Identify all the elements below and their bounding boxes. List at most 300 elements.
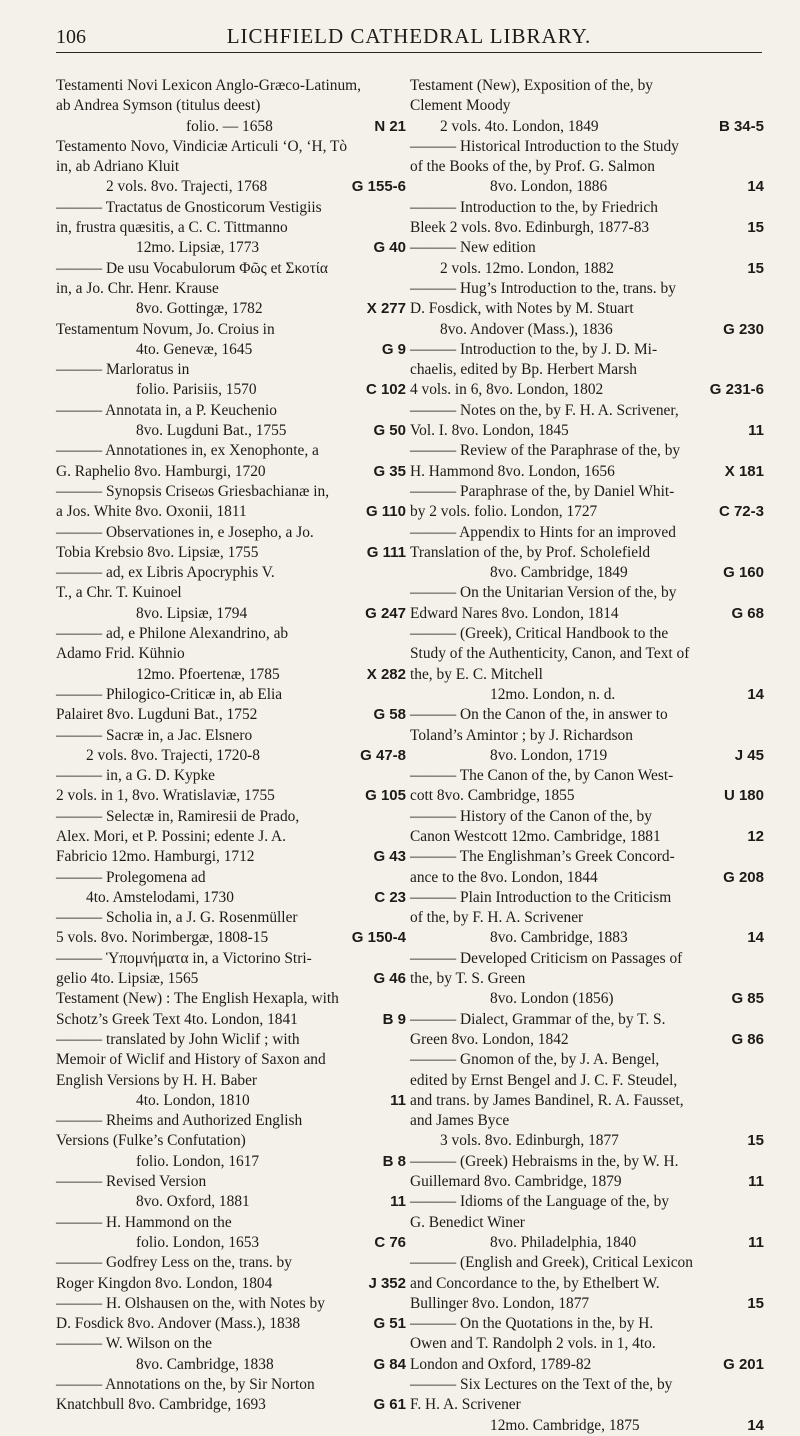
entry-text: ——— Annotations on the, by Sir Norton <box>56 1376 315 1393</box>
entry-text: ——— Tractatus de Gnosticorum Vestigiis <box>56 198 322 216</box>
shelf-mark: G 247 <box>365 604 406 622</box>
catalogue-line <box>410 847 764 867</box>
entry-text: ——— Developed Criticism on Passages of <box>410 949 683 967</box>
entry-text: ——— Gnomon of the, by J. A. Bengel, <box>410 1051 660 1069</box>
catalogue-line <box>410 1152 764 1172</box>
entry-text: ——— The Englishman’s Greek Concord- <box>410 848 675 866</box>
catalogue-line <box>410 1253 764 1273</box>
shelf-mark: G 150-4 <box>351 929 406 947</box>
shelf-mark: G 9 <box>381 340 406 358</box>
entry-text: 8vo. Philadelphia, 1840 <box>490 1233 637 1251</box>
catalogue-line <box>410 543 764 563</box>
catalogue-line <box>56 847 406 867</box>
catalogue-line <box>410 462 764 482</box>
entry-text: ——— (English and Greek), Critical Lexicon <box>410 1254 693 1272</box>
entry-text: ——— Sacræ in, a Jac. Elsnero <box>56 726 253 744</box>
entry-text: 12mo. Cambridge, 1875 <box>490 1416 640 1434</box>
catalogue-line <box>410 320 764 340</box>
catalogue-line <box>410 401 764 421</box>
entry-text: 2 vols. 4to. London, 1849 <box>440 117 599 135</box>
shelf-mark: G 68 <box>731 604 764 622</box>
entry-text: 4to. Genevæ, 1645 <box>136 340 253 358</box>
catalogue-line <box>410 644 764 664</box>
entry-text: Study of the Authenticity, Canon, and Text of <box>410 645 690 663</box>
catalogue-line <box>410 726 764 746</box>
catalogue-line <box>410 827 764 847</box>
catalogue-line <box>56 76 406 96</box>
entry-text: ab Andrea Symson (titulus deest) <box>56 97 261 115</box>
catalogue-line <box>410 766 764 786</box>
catalogue-line <box>410 1050 764 1070</box>
entry-text: ——— Prolegomena ad <box>56 868 206 886</box>
shelf-mark: 14 <box>747 1416 764 1434</box>
entry-text: ——— H. Hammond on the <box>56 1213 232 1231</box>
catalogue-line <box>410 949 764 969</box>
shelf-mark: G 47-8 <box>360 746 406 764</box>
shelf-mark: 14 <box>747 929 764 947</box>
catalogue-line <box>56 279 406 299</box>
catalogue-line <box>56 1314 406 1334</box>
catalogue-line <box>410 868 764 888</box>
catalogue-line <box>410 1233 764 1253</box>
shelf-mark: G 50 <box>373 422 406 440</box>
catalogue-line <box>56 360 406 380</box>
shelf-mark: X 181 <box>724 462 764 480</box>
catalogue-line <box>410 441 764 461</box>
catalogue-line <box>56 604 406 624</box>
catalogue-line <box>410 1091 764 1111</box>
entry-text: 5 vols. 8vo. Norimbergæ, 1808-15 <box>56 929 269 947</box>
entry-text: 8vo. Oxford, 1881 <box>136 1193 250 1211</box>
catalogue-line <box>410 969 764 989</box>
entry-text: ——— Notes on the, by F. H. A. Scrivener, <box>410 401 679 419</box>
catalogue-line <box>410 1071 764 1091</box>
entry-text: ——— ad, ex Libris Apocryphis V. <box>56 564 275 582</box>
entry-text: 8vo. Cambridge, 1838 <box>136 1355 274 1373</box>
entry-text: folio. — 1658 <box>186 117 273 135</box>
shelf-mark: C 76 <box>374 1233 406 1251</box>
catalogue-line <box>410 665 764 685</box>
entry-text: Schotz’s Greek Text 4to. London, 1841 <box>56 1010 298 1028</box>
entry-text: 2 vols. 8vo. Trajecti, 1720-8 <box>86 746 261 764</box>
entry-text: Canon Westcott 12mo. Cambridge, 1881 <box>410 827 661 845</box>
catalogue-line <box>56 137 406 157</box>
entry-text: H. Hammond 8vo. London, 1656 <box>410 462 615 480</box>
catalogue-line <box>410 482 764 502</box>
entry-text: ——— Observationes in, e Josepho, a Jo. <box>56 523 314 541</box>
catalogue-line <box>410 685 764 705</box>
right-column <box>410 76 764 1436</box>
entry-text: Testament (New) : The English Hexapla, with <box>56 990 339 1008</box>
shelf-mark: 15 <box>747 259 764 277</box>
entry-text: Testamenti Novi Lexicon Anglo-Græco-Latinum, <box>56 77 361 94</box>
catalogue-line <box>56 462 406 482</box>
shelf-mark: G 111 <box>366 543 406 561</box>
shelf-mark: B 8 <box>382 1152 406 1170</box>
left-column <box>56 76 406 1416</box>
shelf-mark: G 61 <box>373 1396 406 1414</box>
catalogue-line <box>410 1334 764 1354</box>
catalogue-line <box>56 989 406 1009</box>
entry-text: D. Fosdick, with Notes by M. Stuart <box>410 300 634 318</box>
shelf-mark: G 230 <box>723 320 764 338</box>
catalogue-line <box>56 888 406 908</box>
entry-text: ——— Godfrey Less on the, trans. by <box>56 1254 292 1272</box>
entry-text: ——— Philogico-Criticæ in, ab Elia <box>56 685 283 703</box>
catalogue-line <box>56 1213 406 1233</box>
catalogue-line <box>56 1334 406 1354</box>
catalogue-line <box>56 299 406 319</box>
entry-text: ——— Hug’s Introduction to the, trans. by <box>410 279 676 297</box>
shelf-mark: G 40 <box>373 239 406 257</box>
entry-text: 4 vols. in 6, 8vo. London, 1802 <box>410 381 604 399</box>
entry-text: ——— On the Canon of the, in answer to <box>410 706 668 724</box>
shelf-mark: G 86 <box>731 1030 764 1048</box>
entry-text: ——— ad, e Philone Alexandrino, ab <box>56 625 289 643</box>
entry-text: ——— Paraphrase of the, by Daniel Whit- <box>410 482 675 500</box>
catalogue-line <box>410 1314 764 1334</box>
entry-text: ——— Annotationes in, ex Xenophonte, a <box>56 442 319 460</box>
catalogue-line <box>56 543 406 563</box>
catalogue-line <box>56 198 406 218</box>
catalogue-line <box>56 807 406 827</box>
shelf-mark: 11 <box>748 1233 764 1251</box>
catalogue-line <box>56 583 406 603</box>
entry-text: 8vo. London (1856) <box>490 990 614 1008</box>
catalogue-line <box>56 1355 406 1375</box>
catalogue-line <box>56 766 406 786</box>
entry-text: Adamo Frid. Kühnio <box>56 645 185 663</box>
entry-text: D. Fosdick 8vo. Andover (Mass.), 1838 <box>56 1315 301 1333</box>
entry-text: ——— in, a G. D. Kypke <box>56 767 216 785</box>
catalogue-line <box>410 218 764 238</box>
catalogue-line <box>56 96 406 116</box>
entry-text: Versions (Fulke’s Confutation) <box>56 1132 246 1150</box>
catalogue-line <box>56 421 406 441</box>
entry-text: Owen and T. Randolph 2 vols. in 1, 4to. <box>410 1335 656 1353</box>
shelf-mark: G 160 <box>723 564 764 582</box>
catalogue-line <box>410 421 764 441</box>
catalogue-line <box>410 604 764 624</box>
shelf-mark: 11 <box>390 1091 406 1109</box>
catalogue-line <box>56 1233 406 1253</box>
entry-text: Roger Kingdon 8vo. London, 1804 <box>56 1274 273 1292</box>
shelf-mark: G 105 <box>365 787 406 805</box>
catalogue-line <box>56 1091 406 1111</box>
entry-text: and Concordance to the, by Ethelbert W. <box>410 1274 660 1292</box>
catalogue-line <box>410 198 764 218</box>
catalogue-line <box>410 624 764 644</box>
entry-text: ——— Introduction to the, by Friedrich <box>410 198 658 216</box>
entry-text: 8vo. London, 1719 <box>490 746 608 764</box>
catalogue-line <box>56 1030 406 1050</box>
shelf-mark: G 84 <box>373 1355 406 1373</box>
catalogue-line <box>56 665 406 685</box>
catalogue-line <box>56 1071 406 1091</box>
catalogue-line <box>410 340 764 360</box>
entry-text: ——— Marloratus in <box>56 361 190 379</box>
entry-text: 8vo. Cambridge, 1883 <box>490 929 628 947</box>
entry-text: ——— translated by John Wiclif ; with <box>56 1030 300 1048</box>
entry-text: ——— (Greek), Critical Handbook to the <box>410 625 669 643</box>
shelf-mark: 15 <box>747 1132 764 1150</box>
catalogue-line <box>410 807 764 827</box>
entry-text: ——— Review of the Paraphrase of the, by <box>410 442 681 460</box>
entry-text: Testamentum Novum, Jo. Croius in <box>56 320 275 338</box>
catalogue-line <box>410 1010 764 1030</box>
catalogue-line <box>56 1192 406 1212</box>
entry-text: 4to. London, 1810 <box>136 1091 250 1109</box>
entry-text: F. H. A. Scrivener <box>410 1396 521 1414</box>
shelf-mark: B 34-5 <box>718 117 764 135</box>
entry-text: ——— Revised Version <box>56 1173 207 1191</box>
catalogue-line <box>410 177 764 197</box>
shelf-mark: B 9 <box>382 1010 406 1028</box>
catalogue-line <box>56 401 406 421</box>
entry-text: ——— Ὑπομνήματα in, a Victorino Stri- <box>56 949 312 967</box>
catalogue-line <box>56 563 406 583</box>
catalogue-line <box>410 1111 764 1131</box>
entry-text: Tobia Krebsio 8vo. Lipsiæ, 1755 <box>56 543 259 561</box>
catalogue-line <box>56 1111 406 1131</box>
catalogue-line <box>56 117 406 137</box>
entry-text: Edward Nares 8vo. London, 1814 <box>410 604 619 622</box>
entry-text: ——— History of the Canon of the, by <box>410 807 652 825</box>
entry-text: cott 8vo. Cambridge, 1855 <box>410 787 575 805</box>
entry-text: ——— On the Unitarian Version of the, by <box>410 584 677 602</box>
shelf-mark: X 282 <box>366 665 406 683</box>
running-title: LICHFIELD CATHEDRAL LIBRARY. <box>226 24 592 48</box>
shelf-mark: 14 <box>747 178 764 196</box>
entry-text: 8vo. London, 1886 <box>490 178 608 196</box>
entry-text: ——— W. Wilson on the <box>56 1335 213 1353</box>
shelf-mark: G 110 <box>365 503 406 521</box>
entry-text: 8vo. Andover (Mass.), 1836 <box>440 320 613 338</box>
catalogue-line <box>410 76 764 96</box>
shelf-mark: 12 <box>747 827 764 845</box>
shelf-mark: G 35 <box>373 462 406 480</box>
catalogue-line <box>56 259 406 279</box>
entry-text: 12mo. Pfoertenæ, 1785 <box>136 665 280 683</box>
catalogue-line <box>410 1030 764 1050</box>
catalogue-line <box>410 238 764 258</box>
entry-text: Bullinger 8vo. London, 1877 <box>410 1294 590 1312</box>
catalogue-line <box>56 726 406 746</box>
entry-text: ——— Plain Introduction to the Criticism <box>410 888 672 906</box>
catalogue-line <box>56 320 406 340</box>
catalogue-line <box>410 259 764 279</box>
catalogue-line <box>56 1152 406 1172</box>
catalogue-line <box>410 786 764 806</box>
page-header <box>56 22 762 53</box>
entry-text: and James Byce <box>410 1112 510 1130</box>
entry-text: ——— De usu Vocabulorum Φῶς et Σκοτία <box>56 259 328 277</box>
entry-text: folio. London, 1653 <box>136 1233 260 1251</box>
entry-text: English Versions by H. H. Baber <box>56 1071 258 1089</box>
entry-text: Clement Moody <box>410 97 511 115</box>
shelf-mark: 15 <box>747 219 764 237</box>
shelf-mark: 15 <box>747 1294 764 1312</box>
entry-text: G. Raphelio 8vo. Hamburgi, 1720 <box>56 462 266 480</box>
catalogue-line <box>56 1172 406 1192</box>
entry-text: ——— Annotata in, a P. Keuchenio <box>56 401 277 419</box>
shelf-mark: G 155-6 <box>351 178 406 196</box>
catalogue-line <box>56 908 406 928</box>
shelf-mark: 11 <box>390 1193 406 1211</box>
entry-text: the, by T. S. Green <box>410 970 526 988</box>
entry-text: folio. London, 1617 <box>136 1152 260 1170</box>
entry-text: and trans. by James Bandinel, R. A. Fausset, <box>410 1091 684 1109</box>
shelf-mark: C 102 <box>365 381 406 399</box>
entry-text: ——— Rheims and Authorized English <box>56 1112 303 1130</box>
catalogue-line <box>56 1050 406 1070</box>
shelf-mark: X 277 <box>366 300 406 318</box>
catalogue-line <box>56 482 406 502</box>
entry-text: 8vo. Lipsiæ, 1794 <box>136 604 248 622</box>
entry-text: of the, by F. H. A. Scrivener <box>410 909 584 927</box>
entry-text: 2 vols. in 1, 8vo. Wratislaviæ, 1755 <box>56 787 275 805</box>
catalogue-line <box>410 705 764 725</box>
entry-text: ——— On the Quotations in the, by H. <box>410 1315 654 1333</box>
entry-text: Green 8vo. London, 1842 <box>410 1030 569 1048</box>
shelf-mark: G 201 <box>723 1355 764 1373</box>
entry-text: in, ab Adriano Kluit <box>56 158 180 176</box>
shelf-mark: C 72-3 <box>718 503 764 521</box>
entry-text: Testament (New), Exposition of the, by <box>410 77 653 94</box>
catalogue-line <box>56 1131 406 1151</box>
entry-text: folio. Parisiis, 1570 <box>136 381 257 399</box>
shelf-mark: 11 <box>748 1173 764 1191</box>
catalogue-line <box>410 137 764 157</box>
entry-text: edited by Ernst Bengel and J. C. F. Steudel, <box>410 1071 678 1089</box>
catalogue-line <box>410 563 764 583</box>
catalogue-line <box>56 928 406 948</box>
catalogue-line <box>410 1213 764 1233</box>
catalogue-line <box>56 969 406 989</box>
catalogue-line <box>56 705 406 725</box>
catalogue-line <box>56 157 406 177</box>
catalogue-line <box>410 1416 764 1436</box>
shelf-mark: G 46 <box>373 970 406 988</box>
entry-text: 8vo. Cambridge, 1849 <box>490 564 628 582</box>
entry-text: Alex. Mori, et P. Possini; edente J. A. <box>56 827 287 845</box>
entry-text: 12mo. Lipsiæ, 1773 <box>136 239 260 257</box>
catalogue-line <box>410 1375 764 1395</box>
shelf-mark: G 208 <box>723 868 764 886</box>
entry-text: 2 vols. 12mo. London, 1882 <box>440 259 615 277</box>
catalogue-line <box>56 502 406 522</box>
catalogue-line <box>410 928 764 948</box>
page-number: 106 <box>56 26 86 48</box>
entry-text: ——— New edition <box>410 239 536 257</box>
catalogue-line <box>410 279 764 299</box>
entry-text: G. Benedict Winer <box>410 1213 525 1231</box>
entry-text: the, by E. C. Mitchell <box>410 665 543 683</box>
entry-text: Toland’s Amintor ; by J. Richardson <box>410 726 633 744</box>
entry-text: T., a Chr. T. Kuinoel <box>56 584 182 602</box>
entry-text: of the Books of the, by Prof. G. Salmon <box>410 158 655 176</box>
entry-text: 8vo. Gottingæ, 1782 <box>136 300 263 318</box>
entry-text: ance to the 8vo. London, 1844 <box>410 868 598 886</box>
catalogue-line <box>410 989 764 1009</box>
entry-text: ——— Appendix to Hints for an improved <box>410 523 676 541</box>
catalogue-line <box>56 746 406 766</box>
catalogue-line <box>410 117 764 137</box>
entry-text: ——— The Canon of the, by Canon West- <box>410 767 674 785</box>
catalogue-line <box>56 1253 406 1273</box>
entry-text: London and Oxford, 1789-82 <box>410 1355 592 1373</box>
entry-text: 8vo. Lugduni Bat., 1755 <box>136 422 287 440</box>
entry-text: Knatchbull 8vo. Cambridge, 1693 <box>56 1396 266 1414</box>
entry-text: ——— Synopsis Criseωs Griesbachianæ in, <box>56 482 330 500</box>
entry-text: Guillemard 8vo. Cambridge, 1879 <box>410 1173 622 1191</box>
entry-text: Translation of the, by Prof. Scholefield <box>410 543 651 561</box>
catalogue-line <box>410 157 764 177</box>
catalogue-line <box>410 908 764 928</box>
catalogue-line <box>56 218 406 238</box>
catalogue-line <box>56 1010 406 1030</box>
shelf-mark: G 43 <box>373 848 406 866</box>
shelf-mark: N 21 <box>374 117 406 135</box>
catalogue-line <box>56 340 406 360</box>
entry-text: 3 vols. 8vo. Edinburgh, 1877 <box>440 1132 619 1150</box>
catalogue-line <box>410 1192 764 1212</box>
shelf-mark: J 45 <box>734 746 764 764</box>
shelf-mark: U 180 <box>723 787 764 805</box>
entry-text: ——— Historical Introduction to the Study <box>410 137 679 155</box>
catalogue-line <box>56 1294 406 1314</box>
entry-text: Bleek 2 vols. 8vo. Edinburgh, 1877-83 <box>410 219 650 237</box>
shelf-mark: J 352 <box>368 1274 406 1292</box>
shelf-mark: G 58 <box>373 706 406 724</box>
entry-text: Fabricio 12mo. Hamburgi, 1712 <box>56 848 255 866</box>
shelf-mark: G 231-6 <box>709 381 764 399</box>
entry-text: 2 vols. 8vo. Trajecti, 1768 <box>106 178 268 196</box>
entry-text: ——— Idioms of the Language of the, by <box>410 1193 670 1211</box>
entry-text: ——— Dialect, Grammar of the, by T. S. <box>410 1010 666 1028</box>
catalogue-line <box>410 888 764 908</box>
entry-text: in, a Jo. Chr. Henr. Krause <box>56 279 219 297</box>
catalogue-line <box>56 238 406 258</box>
catalogue-line <box>56 523 406 543</box>
entry-text: ——— Selectæ in, Ramiresii de Prado, <box>56 807 300 825</box>
shelf-mark: C 23 <box>374 888 406 906</box>
catalogue-line <box>410 360 764 380</box>
catalogue-line <box>56 624 406 644</box>
entry-text: chaelis, edited by Bp. Herbert Marsh <box>410 361 637 379</box>
shelf-mark: 11 <box>748 422 764 440</box>
catalogue-line <box>410 1131 764 1151</box>
entry-text: Vol. I. 8vo. London, 1845 <box>410 422 569 440</box>
catalogue-line <box>56 441 406 461</box>
entry-text: ——— Six Lectures on the Text of the, by <box>410 1376 673 1393</box>
entry-text: gelio 4to. Lipsiæ, 1565 <box>56 970 199 988</box>
shelf-mark: G 85 <box>731 990 764 1008</box>
catalogue-line <box>410 583 764 603</box>
catalogue-line <box>410 1395 764 1415</box>
entry-text: ——— Introduction to the, by J. D. Mi- <box>410 340 658 358</box>
catalogue-line <box>56 685 406 705</box>
shelf-mark: G 51 <box>373 1315 406 1333</box>
catalogue-line <box>56 1375 406 1395</box>
entry-text: Testamento Novo, Vindiciæ Articuli ‘O, ‘H, Tò <box>56 137 348 155</box>
entry-text: 12mo. London, n. d. <box>490 685 616 703</box>
catalogue-line <box>410 96 764 116</box>
entry-text: a Jos. White 8vo. Oxonii, 1811 <box>56 503 247 521</box>
catalogue-line <box>56 827 406 847</box>
entry-text: Palairet 8vo. Lugduni Bat., 1752 <box>56 706 258 724</box>
entry-text: Memoir of Wiclif and History of Saxon and <box>56 1051 326 1069</box>
